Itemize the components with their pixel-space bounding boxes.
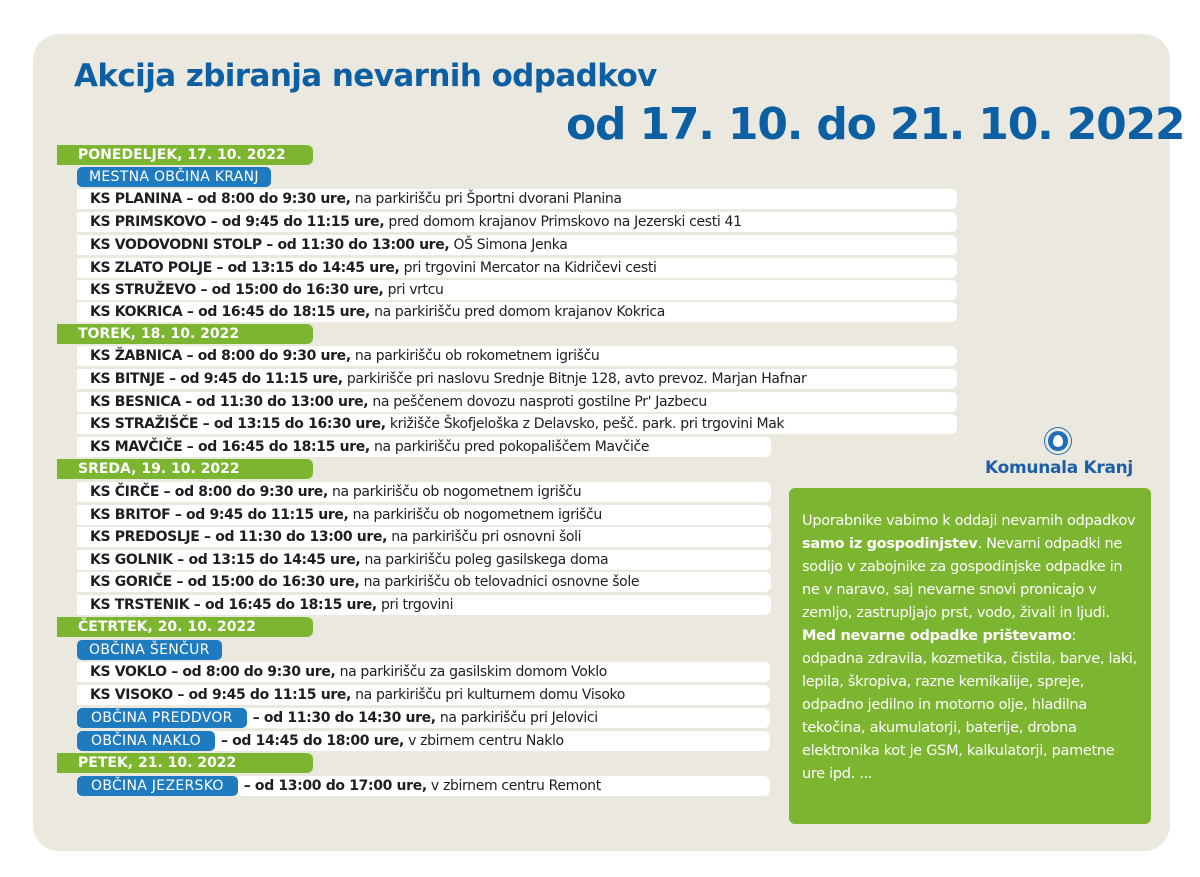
place-time: KS PLANINA – od 8:00 do 9:30 ure, — [90, 191, 351, 207]
day-header-monday: PONEDELJEK, 17. 10. 2022 — [57, 145, 313, 165]
place-time: KS STRAŽIŠČE – od 13:15 do 16:30 ure, — [90, 416, 386, 432]
place-time: KS GOLNIK – od 13:15 do 14:45 ure, — [90, 552, 361, 568]
location: na parkirišču ob rokometnem igrišču — [350, 348, 600, 364]
schedule-row — [77, 708, 770, 728]
place-time: – od 14:45 do 18:00 ure, — [220, 733, 404, 749]
schedule-row — [77, 550, 771, 570]
day-header-wednesday: SREDA, 19. 10. 2022 — [57, 459, 313, 479]
location: pri vrtcu — [383, 282, 444, 298]
schedule-row — [77, 414, 957, 434]
schedule-row — [77, 437, 771, 457]
place-time: KS MAVČIČE – od 16:45 do 18:15 ure, — [90, 439, 370, 455]
location: parkirišče pri naslovu Srednje Bitnje 128, avto prevoz. Marjan Hafnar — [342, 371, 807, 387]
day-header-tuesday: TOREK, 18. 10. 2022 — [57, 324, 313, 344]
place-time: KS ČIRČE – od 8:00 do 9:30 ure, — [90, 484, 328, 500]
location: OŠ Simona Jenka — [449, 237, 568, 253]
place-time: KS GORIČE – od 15:00 do 16:30 ure, — [90, 574, 360, 590]
schedule-row — [77, 189, 957, 209]
location: na parkirišču ob nogometnem igrišču — [348, 507, 602, 523]
location: pred domom krajanov Primskovo na Jezerski cesti 41 — [384, 214, 742, 230]
info-text: . Nevarni odpadki ne sodijo v zabojnike za gospodinjske odpadke in ne v naravo, saj nevarne snovi pronicajo v zemljo, zastrupljajo prst, vodo, živali in ljudi. — [802, 536, 1123, 621]
info-box — [789, 488, 1151, 824]
location: na parkirišču pri Športni dvorani Planina — [350, 191, 622, 207]
schedule-row — [77, 280, 957, 300]
schedule-row — [77, 685, 770, 705]
poster-title: Akcija zbiranja nevarnih odpadkov — [74, 58, 657, 94]
schedule-row — [77, 212, 957, 232]
schedule-row — [77, 662, 770, 682]
place-time: – od 11:30 do 14:30 ure, — [252, 710, 436, 726]
municipality-pill: OBČINA PREDDVOR — [77, 708, 247, 728]
location: pri trgovini — [376, 597, 454, 613]
location: v zbirnem centru Remont — [426, 778, 601, 794]
location: v zbirnem centru Naklo — [404, 733, 564, 749]
place-time: KS KOKRICA – od 16:45 do 18:15 ure, — [90, 304, 370, 320]
info-emphasis: samo iz gospodinjstev — [802, 536, 978, 552]
location: na parkirišču pred domom krajanov Kokrica — [369, 304, 665, 320]
location: na parkirišču ob telovadnici osnovne šole — [359, 574, 640, 590]
place-time: KS ZLATO POLJE – od 13:15 do 14:45 ure, — [90, 260, 400, 276]
location: na parkirišču za gasilskim domom Voklo — [335, 664, 608, 680]
place-time: KS BRITOF – od 9:45 do 11:15 ure, — [90, 507, 349, 523]
place-time: KS BESNICA – od 11:30 do 13:00 ure, — [90, 394, 369, 410]
place-time: KS VISOKO – od 9:45 do 11:15 ure, — [90, 687, 351, 703]
location: na parkirišču ob nogometnem igrišču — [327, 484, 582, 500]
place-time: KS TRSTENIK – od 16:45 do 18:15 ure, — [90, 597, 377, 613]
logo-text: Komunala Kranj — [985, 458, 1133, 478]
place-time: KS ŽABNICA – od 8:00 do 9:30 ure, — [90, 348, 351, 364]
schedule-row — [77, 346, 957, 366]
location: na parkirišču pri osnovni šoli — [387, 529, 582, 545]
info-emphasis: Med nevarne odpadke prištevamo — [802, 628, 1072, 644]
schedule-row — [77, 731, 770, 751]
schedule-row — [77, 505, 771, 525]
place-time: KS PRIMSKOVO – od 9:45 do 11:15 ure, — [90, 214, 385, 230]
location: na parkirišču pri Jelovici — [435, 710, 598, 726]
schedule-row — [77, 392, 957, 412]
location: na parkirišču poleg gasilskega doma — [360, 552, 609, 568]
location: na peščenem dovozu nasproti gostilne Pr' Jazbecu — [368, 394, 707, 410]
schedule-row — [77, 482, 771, 502]
schedule-row — [77, 258, 957, 278]
komunala-kranj-logo — [984, 428, 1134, 484]
place-time: KS VOKLO – od 8:00 do 9:30 ure, — [90, 664, 336, 680]
place-time: KS BITNJE – od 9:45 do 11:15 ure, — [90, 371, 343, 387]
location: na parkirišču pri kulturnem domu Visoko — [351, 687, 626, 703]
water-drop-icon — [1045, 428, 1071, 454]
place-time: KS PREDOSLJE – od 11:30 do 13:00 ure, — [90, 529, 388, 545]
schedule-row — [77, 527, 771, 547]
location: križišče Škofjeloška z Delavsko, pešč. park. pri trgovini Mak — [385, 416, 785, 432]
schedule-row — [77, 302, 957, 322]
info-text: Uporabnike vabimo k oddaji nevarnih odpadkov — [802, 513, 1136, 529]
schedule-row — [77, 595, 771, 615]
municipality-badge: OBČINA ŠENČUR — [77, 640, 222, 660]
info-text: : odpadna zdravila, kozmetika, čistila, barve, laki, lepila, škropiva, razne kemikalije, spreje, odpadno jedilno in motorno olje, hladilna tekočina, akumulatorji, baterije, drobna elektronika kot je GSM, kalkulatorji, pametne ure ipd. ... — [802, 628, 1137, 782]
place-time: KS VODOVODNI STOLP – od 11:30 do 13:00 ure, — [90, 237, 450, 253]
location: na parkirišču pred pokopališčem Mavčiče — [369, 439, 650, 455]
schedule-row — [77, 369, 957, 389]
place-time: KS STRUŽEVO – od 15:00 do 16:30 ure, — [90, 282, 384, 298]
place-time: – od 13:00 do 17:00 ure, — [243, 778, 427, 794]
location: pri trgovini Mercator na Kidričevi cesti — [399, 260, 657, 276]
day-header-friday: PETEK, 21. 10. 2022 — [57, 753, 313, 773]
schedule-row — [77, 235, 957, 255]
municipality-pill: OBČINA NAKLO — [77, 731, 215, 751]
schedule-row — [77, 572, 771, 592]
municipality-pill: OBČINA JEZERSKO — [77, 776, 238, 796]
schedule-row — [77, 776, 770, 796]
date-range: od 17. 10. do 21. 10. 2022 — [566, 99, 1185, 150]
day-header-thursday: ČETRTEK, 20. 10. 2022 — [57, 617, 313, 637]
municipality-badge: MESTNA OBČINA KRANJ — [77, 167, 271, 187]
